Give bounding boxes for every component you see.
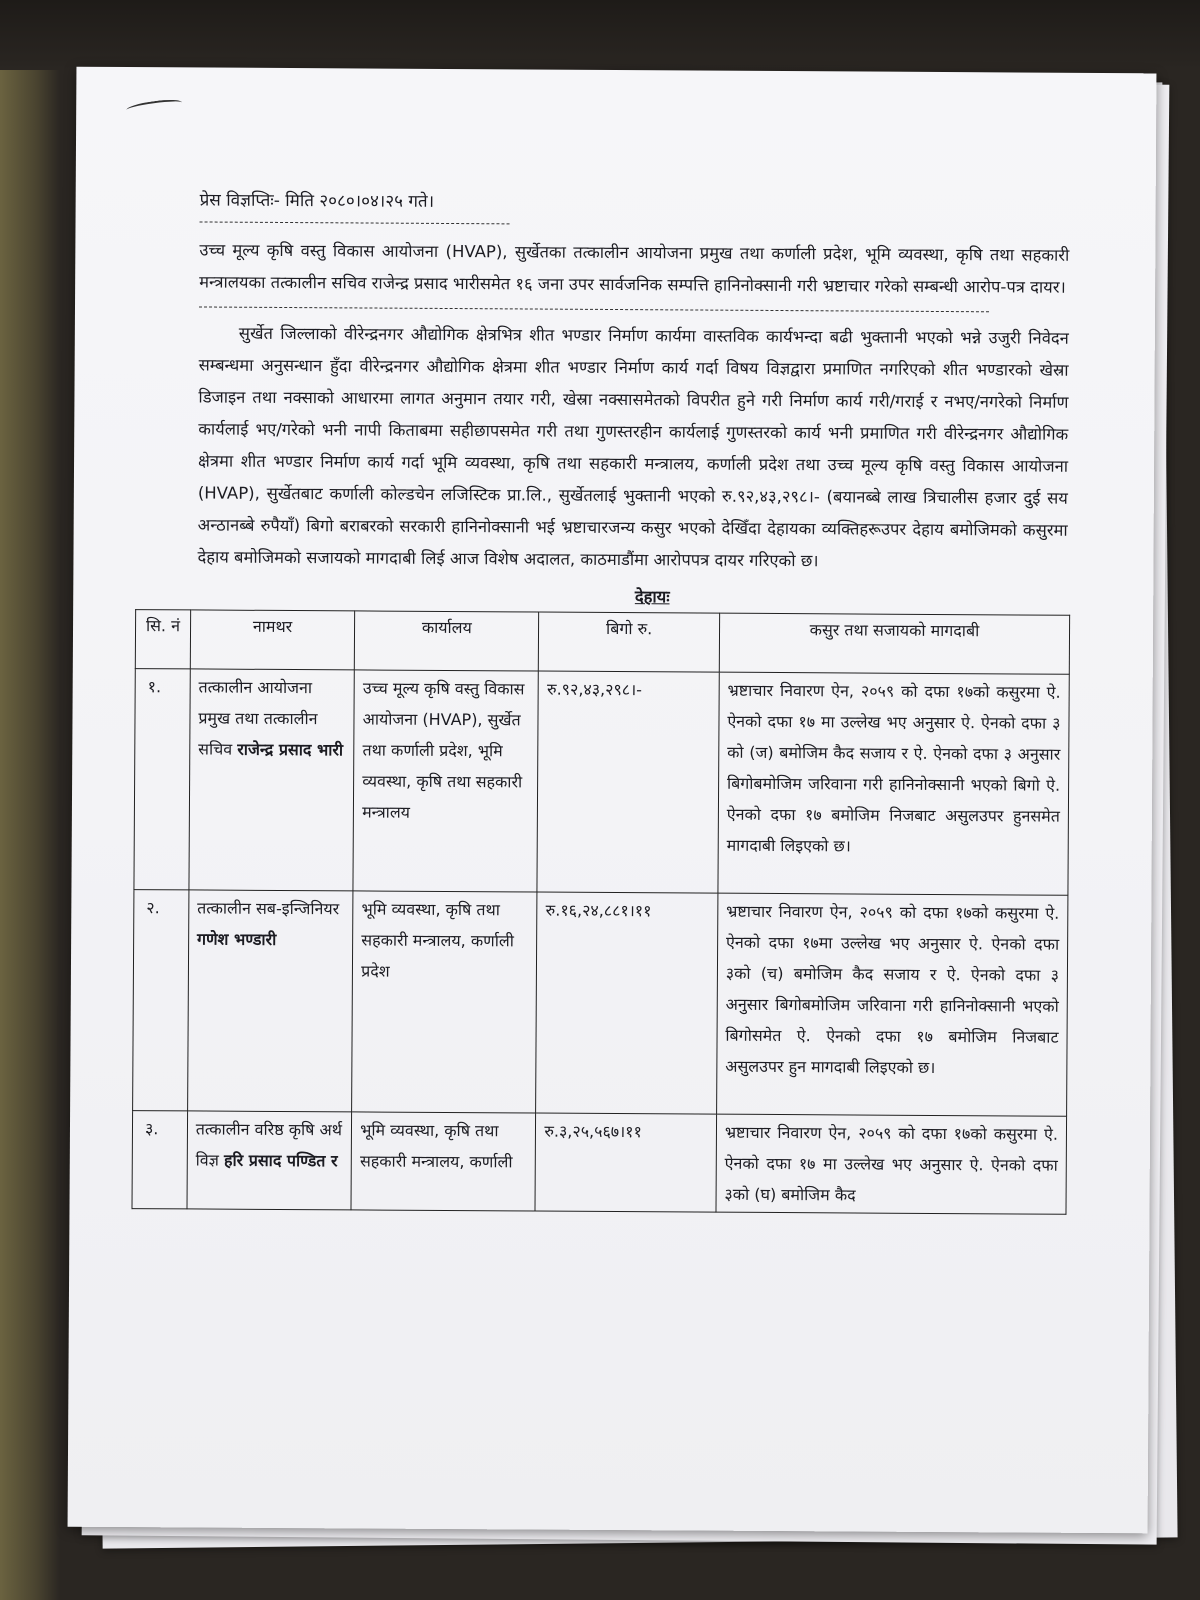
name-designation: तत्कालीन आयोजना प्रमुख तथा तत्कालीन सचिव: [198, 677, 318, 759]
row-serial: ३.: [132, 1111, 187, 1209]
page-content: [144, 185, 1070, 1214]
row-office: भूमि व्यवस्था, कृषि तथा सहकारी मन्त्रालय, कर्णाली प्रदेश: [352, 891, 538, 1113]
row-case: भ्रष्टाचार निवारण ऐन, २०५९ को दफा १७को कसुरमा ऐ. ऐनको दफा १७ मा उल्लेख भए अनुसार ऐ. ऐनको दफा ३को (घ) बमोजिम कैद: [716, 1114, 1067, 1214]
row-serial: २.: [133, 890, 189, 1111]
name-designation: तत्कालीन सब-इन्जिनियर: [197, 898, 340, 919]
row-name: [187, 1111, 352, 1210]
accused-table: [131, 609, 1070, 1215]
pen-mark: [126, 98, 183, 115]
row-case: भ्रष्टाचार निवारण ऐन, २०५९ को दफा १७को कसुरमा ऐ. ऐनको दफा १७मा उल्लेख भए अनुसार ऐ. ऐनको दफा ३को (च) बमोजिम कैद सजाय र ऐ. ऐनको दफा ३ अनुसार बिगोबमोजिम जरिवाना गरी हानिनोक्सानी भएको बिगोसमेत ऐ. ऐनको दफा १७ बमोजिम निजबाट असुलउपर हुन मागदाबी लिइएको छ।: [716, 893, 1067, 1116]
background-wall: [0, 0, 60, 1600]
header-name: नामथर: [190, 610, 355, 670]
dashed-divider-short: [200, 221, 510, 224]
row-office: भूमि व्यवस्था, कृषि तथा सहकारी मन्त्रालय, कर्णाली: [351, 1112, 536, 1211]
row-serial: १.: [134, 669, 190, 890]
name-designation: तत्कालीन वरिष्ठ कृषि अर्थ विज्ञ: [195, 1119, 343, 1170]
header-office: कार्यालय: [354, 611, 539, 671]
row-name: [187, 890, 353, 1112]
name-person: हरि प्रसाद पण्डित र: [223, 1150, 338, 1171]
headline: उच्च मूल्य कृषि वस्तु विकास आयोजना (HVAP), सुर्खेतका तत्कालीन आयोजना प्रमुख तथा कर्णाली प्रदेश, भूमि व्यवस्था, कृषि तथा सहकारी मन्त्रालयका तत्कालीन सचिव राजेन्द्र प्रसाद भारीसमेत १६ जना उपर सार्वजनिक सम्पत्ति हानिनोक्सानी गरी भ्रष्टाचार गरेको सम्बन्धी आरोप-पत्र दायर।: [199, 240, 1070, 297]
dashed-divider-long: [199, 306, 989, 312]
header-case: कसुर तथा सजायको मागदाबी: [719, 613, 1069, 674]
press-release-date-line: प्रेस विज्ञप्तिः- मिति २०८०।०४।२५ गते।: [199, 190, 435, 212]
row-case: भ्रष्टाचार निवारण ऐन, २०५९ को दफा १७को कसुरमा ऐ. ऐनको दफा १७ मा उल्लेख भए अनुसार ऐ. ऐनको दफा ३ को (ज) बमोजिम कैद सजाय र ऐ. ऐनको दफा ३ अनुसार बिगोबमोजिम जरिवाना गरी हानिनोक्सानी भएको बिगो ऐ. ऐनको दफा १७ बमोजिम निजबाट असुलउपर हुनसमेत मागदाबी लिइएको छ।: [718, 672, 1069, 895]
table-heading: देहायः: [634, 587, 670, 607]
row-name: [189, 669, 355, 891]
name-person: गणेश भण्डारी: [196, 929, 277, 949]
body-paragraph: सुर्खेत जिल्लाको वीरेन्द्रनगर औद्योगिक क्षेत्रभित्र शीत भण्डार निर्माण कार्यमा वास्तविक कार्यभन्दा बढी भुक्तानी भएको भन्ने उजुरी निवेदन सम्बन्धमा अनुसन्धान हुँदा वीरेन्द्रनगर औद्योगिक क्षेत्रमा शीत भण्डार निर्माण कार्य गर्दा विषय विज्ञद्वारा प्रमाणित नगरिएको शीत भण्डारको खेस्रा डिजाइन तथा नक्साको आधारमा लागत अनुमान तयार गरी, खेस्रा नक्सासमेतको विपरीत हुने गरी निर्माण कार्य गरी/गराई र नभए/नगरेको निर्माण कार्यलाई भए/गरेको भनी नापी किताबमा सहीछापसमेत गरी तथा गुणस्तरहीन कार्यलाई गुणस्तरको कार्य भनी प्रमाणित गरी वीरेन्द्रनगर औद्योगिक क्षेत्रमा शीत भण्डार निर्माण कार्य गर्दा भूमि व्यवस्था, कृषि तथा सहकारी मन्त्रालय, कर्णाली प्रदेश तथा उच्च मूल्य कृषि वस्तु विकास आयोजना (HVAP), सुर्खेतबाट कर्णाली कोल्डचेन लजिस्टिक प्रा.लि., सुर्खेतलाई भुक्तानी भएको रु.९२,४३,२९८।- (बयानब्बे लाख त्रिचालीस हजार दुई सय अन्ठानब्बे रुपैयाँ) बिगो बराबरको सरकारी हानिनोक्सानी भई भ्रष्टाचारजन्य कसुर भएको देखिँदा देहायका व्यक्तिहरूउपर देहाय बमोजिमको कसुरमा देहाय बमोजिमको सजायको मागदाबी लिई आज विशेष अदालत, काठमाडौंमा आरोपपत्र दायर गरिएको छ।: [197, 323, 1069, 571]
name-person: राजेन्द्र प्रसाद भारी: [237, 739, 344, 760]
row-amount: रु.३,२५,५६७।११: [535, 1113, 716, 1212]
row-amount: रु.१६,२४,८८१।११: [536, 892, 718, 1114]
header-amount: बिगो रु.: [539, 612, 720, 672]
table-row: [133, 890, 1068, 1117]
background-top: [0, 0, 1200, 70]
row-office: उच्च मूल्य कृषि वस्तु विकास आयोजना (HVAP), सुर्खेत तथा कर्णाली प्रदेश, भूमि व्यवस्था, कृषि तथा सहकारी मन्त्रालय: [353, 670, 539, 892]
table-header-row: [135, 610, 1069, 675]
table-row: [134, 669, 1069, 896]
table-row: [132, 1111, 1067, 1215]
press-release-page: [68, 67, 1157, 1534]
header-serial: सि. नं: [135, 610, 190, 669]
row-amount: रु.९२,४३,२९८।-: [537, 671, 719, 893]
